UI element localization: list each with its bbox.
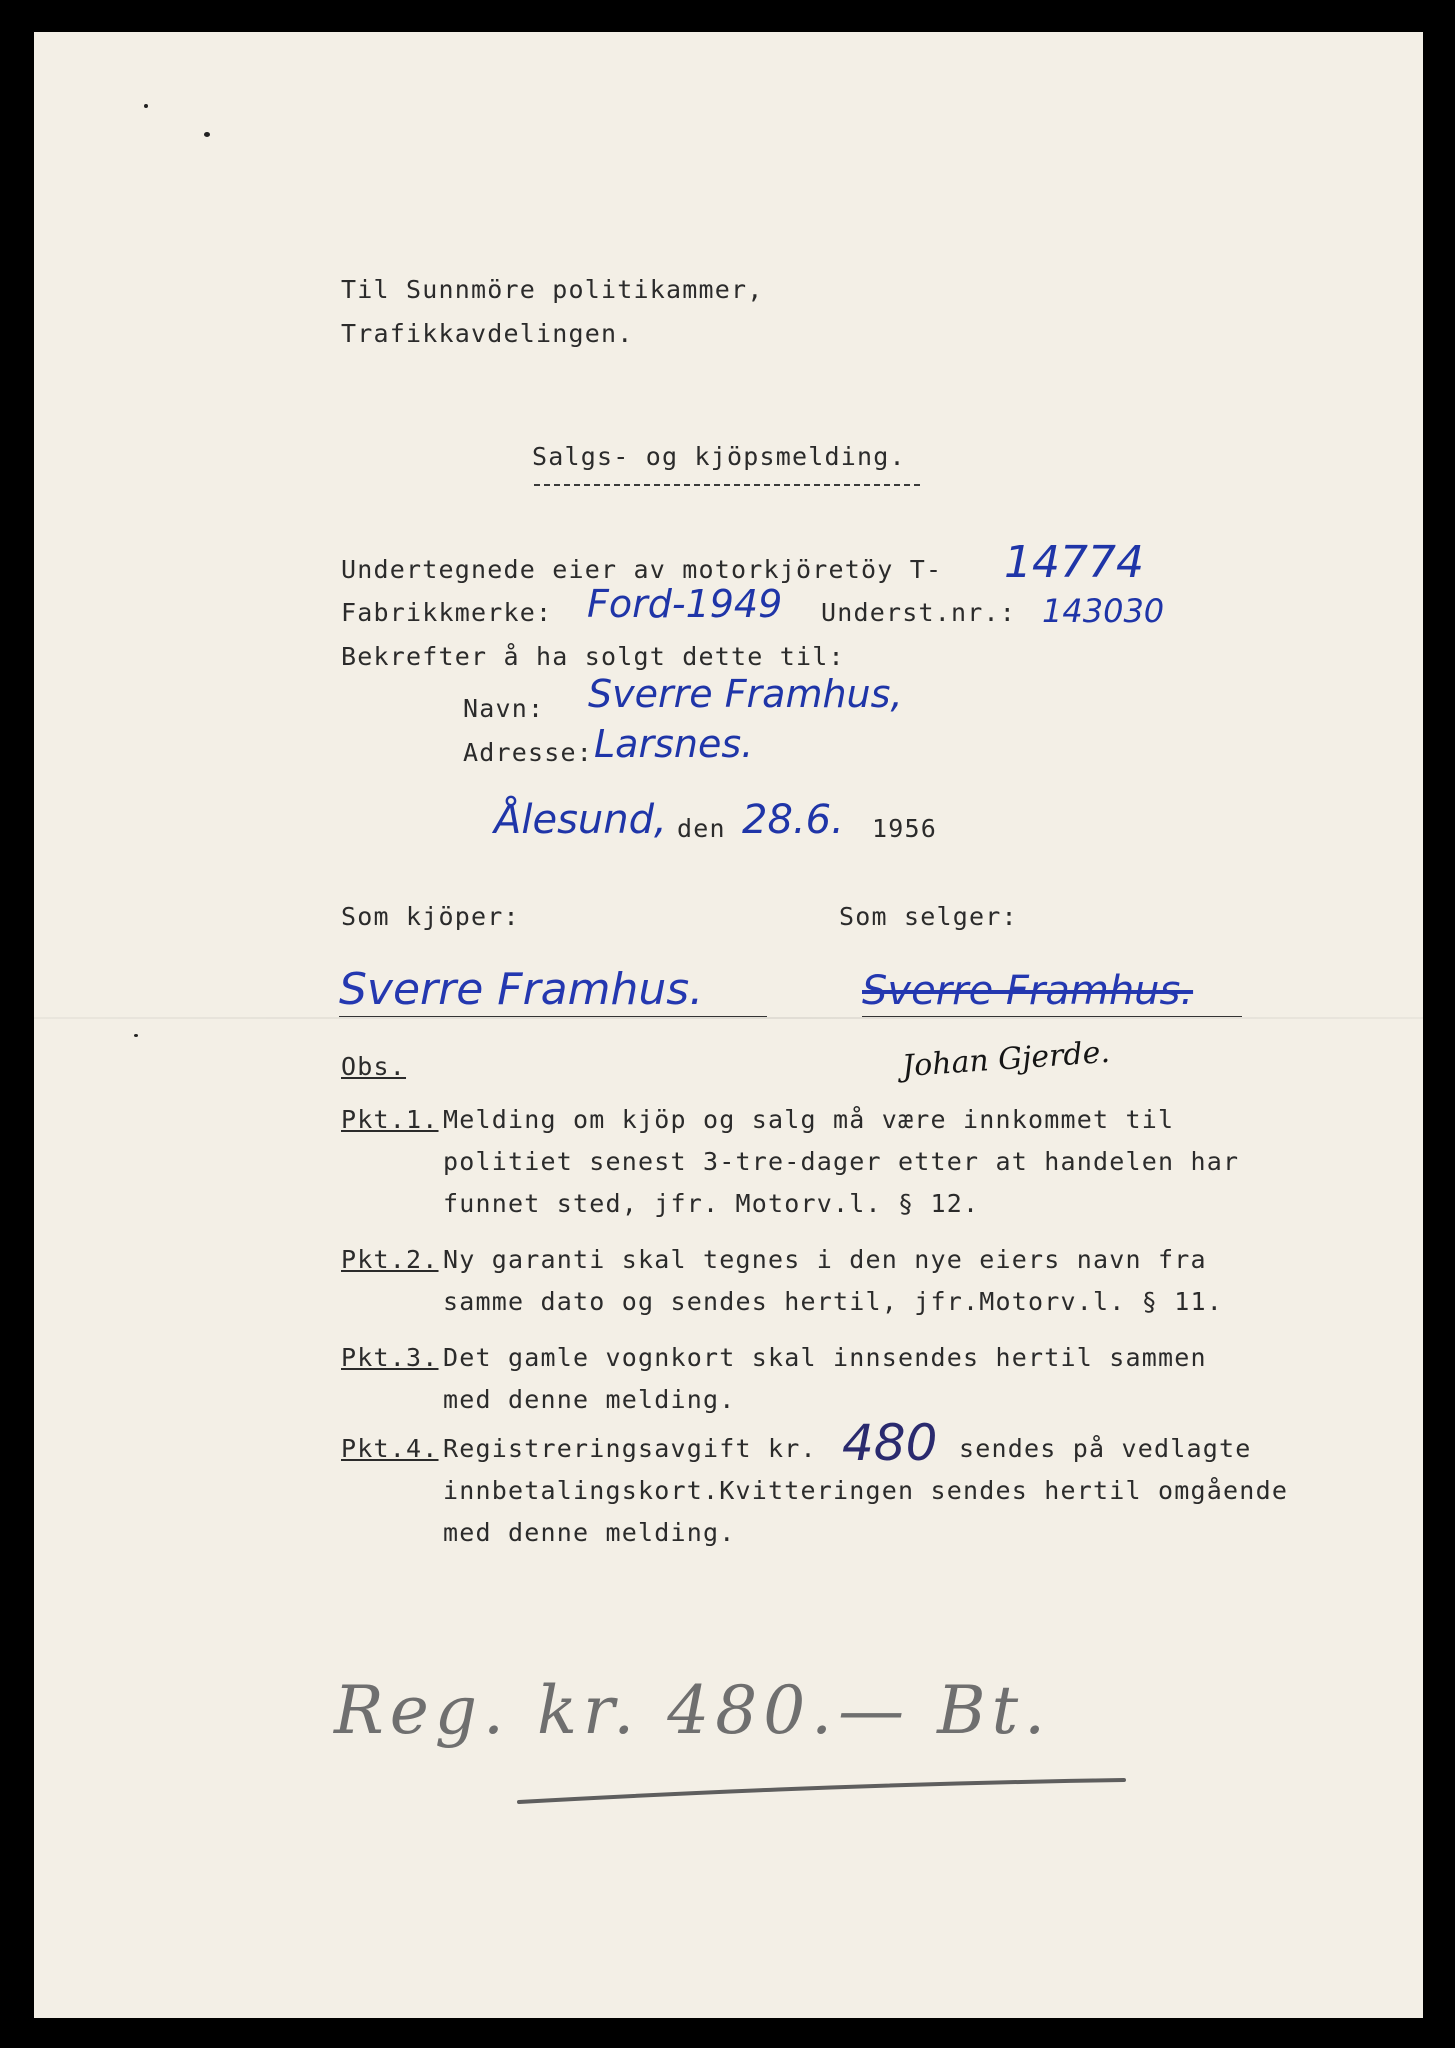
make-value: Ford-1949 xyxy=(587,582,783,626)
paper-fold xyxy=(34,1017,1423,1019)
chassis-label: Underst.nr.: xyxy=(821,598,1017,627)
registration-fee: 480 xyxy=(842,1414,938,1472)
buyer-signature: Sverre Framhus. xyxy=(339,964,704,1015)
ink-speck xyxy=(204,132,210,137)
seller-signature-struck: Sverre Framhus. xyxy=(862,968,1194,1014)
pencil-underline xyxy=(514,1772,1134,1812)
note-1-line-2: politiet senest 3-tre-dager etter at handelen har xyxy=(443,1147,1240,1176)
seller-signature: Johan Gjerde. xyxy=(901,1034,1111,1085)
note-4-line-3: med denne melding. xyxy=(443,1518,736,1547)
date-value: 28.6. xyxy=(742,797,844,843)
note-3-line-1: Det gamle vognkort skal innsendes hertil sammen xyxy=(443,1343,1207,1372)
buyer-name-label: Navn: xyxy=(463,694,545,723)
note-2-line-2: samme dato og sendes hertil, jfr.Motorv.l. § 11. xyxy=(443,1287,1224,1316)
place: Ålesund, xyxy=(494,797,667,843)
note-2-label: Pkt.2. xyxy=(341,1245,439,1274)
pencil-note: Reg. kr. 480.— Bt. xyxy=(334,1672,1052,1749)
document-page xyxy=(34,32,1423,2018)
seller-signature-line xyxy=(862,1016,1242,1017)
ink-speck xyxy=(144,104,148,108)
confirm-label: Bekrefter å ha solgt dette til: xyxy=(341,642,845,671)
buyer-address-label: Adresse: xyxy=(463,738,594,767)
buyer-signature-line xyxy=(339,1016,767,1017)
seller-sign-label: Som selger: xyxy=(839,902,1018,931)
obs-heading: Obs. xyxy=(341,1052,407,1081)
chassis-value: 143030 xyxy=(1042,592,1165,630)
page-title: Salgs- og kjöpsmelding. xyxy=(532,442,906,471)
note-1-line-1: Melding om kjöp og salg må være innkommet til xyxy=(443,1105,1175,1134)
note-4-label: Pkt.4. xyxy=(341,1434,439,1463)
title-underline xyxy=(534,484,920,486)
note-2-line-1: Ny garanti skal tegnes i den nye eiers navn fra xyxy=(443,1245,1207,1274)
ink-speck xyxy=(134,1034,138,1037)
year-value: 1956 xyxy=(872,814,938,843)
make-label: Fabrikkmerke: xyxy=(341,598,553,627)
den-label: den xyxy=(677,814,726,843)
note-4-line-1-after: sendes på vedlagte xyxy=(959,1434,1252,1463)
owner-label: Undertegnede eier av motorkjöretöy T- xyxy=(341,555,943,584)
buyer-address-value: Larsnes. xyxy=(594,722,754,766)
note-1-label: Pkt.1. xyxy=(341,1105,439,1134)
recipient-line-2: Trafikkavdelingen. xyxy=(341,319,634,348)
note-3-label: Pkt.3. xyxy=(341,1343,439,1372)
buyer-sign-label: Som kjöper: xyxy=(341,902,520,931)
note-3-line-2: med denne melding. xyxy=(443,1385,736,1414)
reg-number: 14774 xyxy=(1004,537,1144,588)
note-4-line-1-before: Registreringsavgift kr. xyxy=(443,1434,817,1463)
recipient-line-1: Til Sunnmöre politikammer, xyxy=(341,275,764,304)
note-1-line-3: funnet sted, jfr. Motorv.l. § 12. xyxy=(443,1189,980,1218)
note-4-line-2: innbetalingskort.Kvitteringen sendes hertil omgående xyxy=(443,1476,1289,1505)
buyer-name-value: Sverre Framhus, xyxy=(588,672,903,716)
